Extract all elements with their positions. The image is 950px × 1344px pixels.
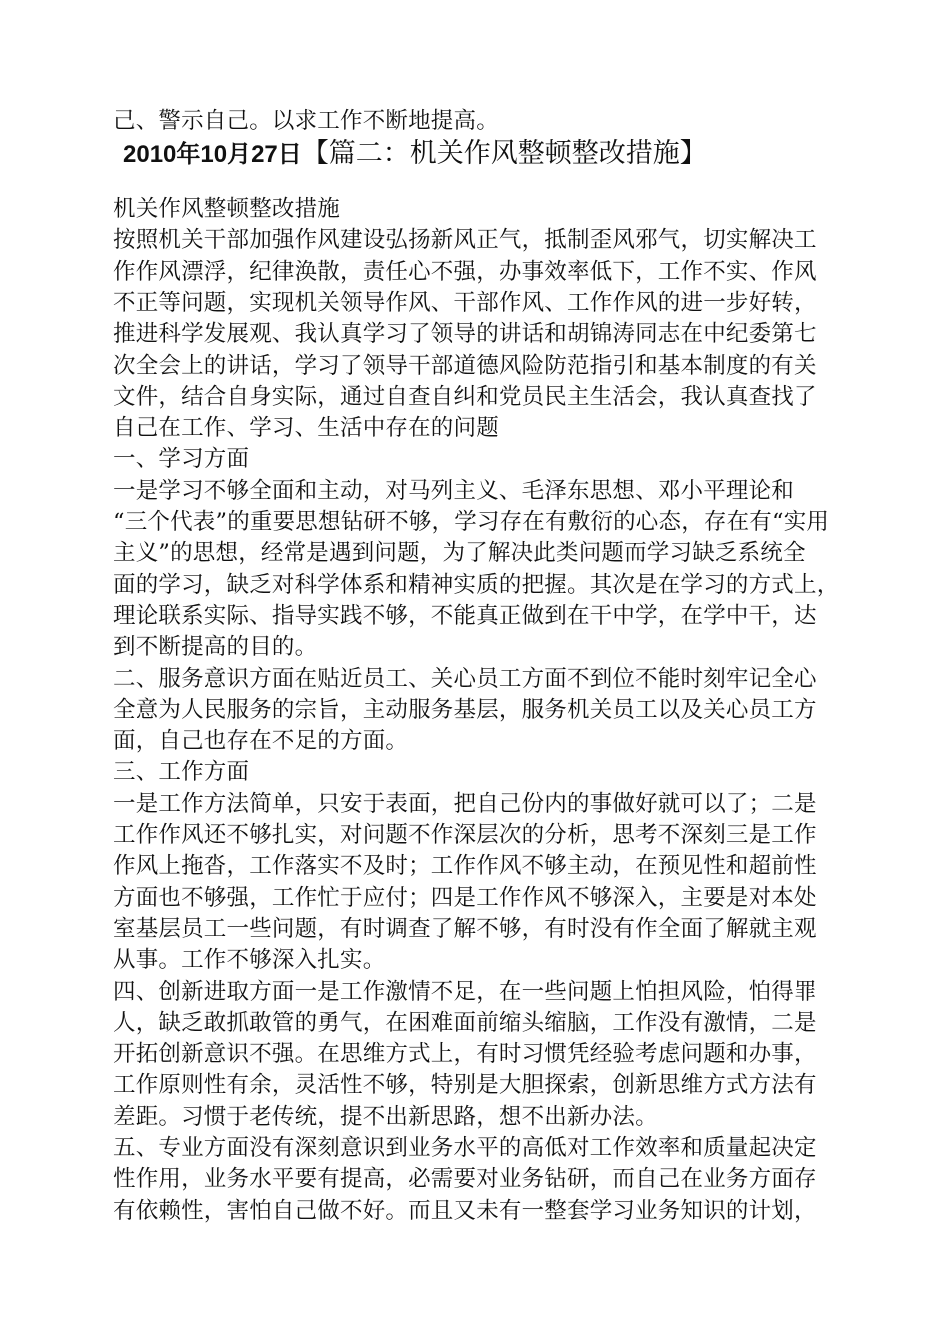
body-line: 面，自己也存在不足的方面。 xyxy=(113,728,409,755)
body-line: 人，缺乏敢抓敢管的勇气，在困难面前缩头缩脑，工作没有激情，二是 xyxy=(113,1009,817,1036)
body-line: 作作风漂浮，纪律涣散，责任心不强，办事效率低下，工作不实、作风 xyxy=(113,258,817,285)
body-line: 理论联系实际、指导实践不够，不能真正做到在干中学，在学中干，达 xyxy=(113,602,817,629)
body-line: 文件，结合自身实际，通过自查自纠和党员民主生活会，我认真查找了 xyxy=(113,383,817,410)
body-line: 室基层员工一些问题，有时调查了解不够，有时没有作全面了解就主观 xyxy=(113,915,817,942)
body-line: 从事。工作不够深入扎实。 xyxy=(113,947,386,974)
body-line: 四、创新进取方面一是工作激情不足，在一些问题上怕担风险，怕得罪 xyxy=(113,978,817,1005)
body-line: “三个代表”的重要思想钻研不够，学习存在有敷衍的心态，存在有“实用 xyxy=(113,509,830,535)
body-line: 三、工作方面 xyxy=(113,759,250,786)
body-line: 工作作风还不够扎实，对问题不作深层次的分析，思考不深刻三是工作 xyxy=(113,822,817,848)
heading-date: 2010年10月27日 xyxy=(123,141,302,168)
heading-title: 【篇二：机关作风整顿整改措施】 xyxy=(301,138,707,169)
body-line: 五、专业方面没有深刻意识到业务水平的高低对工作效率和质量起决定 xyxy=(113,1135,817,1161)
body-line: 有依赖性，害怕自己做不好。而且又未有一整套学习业务知识的计划， xyxy=(113,1197,817,1224)
body-line: 性作用，业务水平要有提高，必需要对业务钻研，而自己在业务方面存 xyxy=(113,1166,817,1193)
body-line: 按照机关干部加强作风建设弘扬新风正气，抵制歪风邪气，切实解决工 xyxy=(113,227,817,254)
body-line: 方面也不够强，工作忙于应付；四是工作作风不够深入，主要是对本处 xyxy=(113,884,817,911)
body-line: 全意为人民服务的宗旨，主动服务基层，服务机关员工以及关心员工方 xyxy=(113,696,817,723)
body-line: 工作原则性有余，灵活性不够，特别是大胆探索，创新思维方式方法有 xyxy=(113,1072,817,1099)
body-line: 面的学习，缺乏对科学体系和精神实质的把握。其次是在学习的方式上， xyxy=(113,571,840,598)
body-line: 不正等问题，实现机关领导作风、干部作风、工作作风的进一步好转， xyxy=(113,289,817,316)
body-line: 主义”的思想，经常是遇到问题，为了解决此类问题而学习缺乏系统全 xyxy=(113,540,806,567)
intro-line: 己、警示自己。以求工作不断地提高。 xyxy=(113,108,499,134)
body-line: 一、学习方面 xyxy=(113,446,250,473)
body-line: 到不断提高的目的。 xyxy=(113,634,318,661)
body-line: 开拓创新意识不强。在思维方式上，有时习惯凭经验考虑问题和办事， xyxy=(113,1041,817,1068)
body-line: 次全会上的讲话，学习了领导干部道德风险防范指引和基本制度的有关 xyxy=(113,352,817,379)
body-line: 二、服务意识方面在贴近员工、关心员工方面不到位不能时刻牢记全心 xyxy=(113,665,817,692)
body-line: 一是工作方法简单，只安于表面，把自己份内的事做好就可以了；二是 xyxy=(113,790,817,817)
section-heading xyxy=(123,134,707,175)
body-line: 差距。习惯于老传统，提不出新思路，想不出新办法。 xyxy=(113,1103,658,1130)
body-line: 机关作风整顿整改措施 xyxy=(113,196,341,222)
body-line: 作风上拖沓，工作落实不及时；工作作风不够主动，在预见性和超前性 xyxy=(113,853,817,880)
body-line: 自己在工作、学习、生活中存在的问题 xyxy=(113,415,499,442)
body-line: 推进科学发展观、我认真学习了领导的讲话和胡锦涛同志在中纪委第七 xyxy=(113,321,817,348)
body-line: 一是学习不够全面和主动，对马列主义、毛泽东思想、邓小平理论和 xyxy=(113,477,795,504)
